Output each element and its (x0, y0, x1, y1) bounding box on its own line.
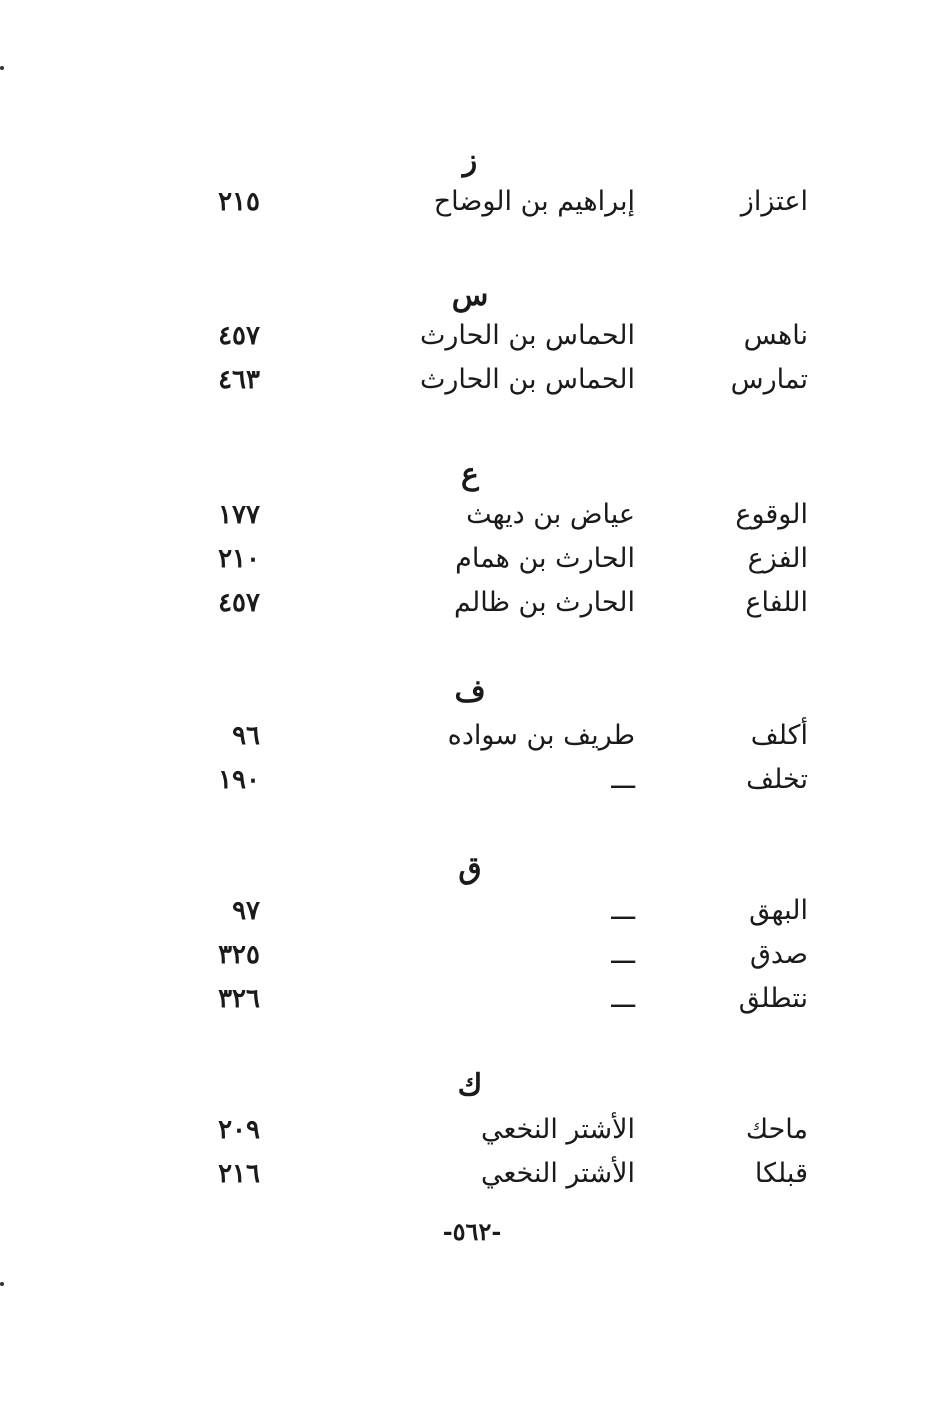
poet-name: الأشتر النخعي (481, 1114, 635, 1145)
section-letter: ك (457, 1068, 483, 1103)
rhyme-word: نتطلق (738, 983, 808, 1014)
rhyme-word: اللفاع (745, 587, 808, 618)
index-row (0, 314, 935, 358)
rhyme-word: الفزع (747, 543, 808, 574)
page-reference: ٣٢٦ (218, 984, 260, 1014)
section-letter: ع (461, 457, 479, 492)
page-reference: ٩٧ (232, 896, 260, 926)
poet-name: عياض بن ديهث (466, 499, 635, 530)
poet-name: إبراهيم بن الوضاح (433, 186, 635, 217)
index-row (0, 537, 935, 581)
poet-name: طريف بن سواده (447, 720, 635, 751)
poet-name: ـــ (611, 983, 635, 1014)
poet-name: ـــ (611, 939, 635, 970)
page-number: -٥٦٢- (442, 1217, 502, 1246)
index-row (0, 493, 935, 537)
index-row (0, 714, 935, 758)
scan-speck (0, 1282, 4, 1286)
poet-name: ـــ (611, 895, 635, 926)
page-reference: ٤٥٧ (218, 321, 260, 351)
poet-name: الحارث بن همام (455, 543, 635, 574)
rhyme-word: قبلكا (754, 1158, 808, 1189)
index-row (0, 889, 935, 933)
index-row (0, 1152, 935, 1196)
index-row (0, 581, 935, 625)
index-row (0, 758, 935, 802)
page-reference: ٤٦٣ (218, 365, 260, 395)
index-row (0, 977, 935, 1021)
rhyme-word: ماحك (745, 1114, 808, 1145)
poet-name: الحماس بن الحارث (419, 320, 635, 351)
index-row (0, 358, 935, 402)
rhyme-word: البهق (749, 895, 808, 926)
section-letter: ف (454, 674, 486, 709)
index-row (0, 933, 935, 977)
scan-speck (0, 66, 4, 70)
poet-name: الحارث بن ظالم (454, 587, 635, 618)
index-row (0, 1108, 935, 1152)
page-reference: ٢٠٩ (218, 1115, 260, 1145)
rhyme-word: أكلف (750, 720, 808, 751)
rhyme-word: اعتزاز (740, 186, 808, 217)
section-letter: س (451, 278, 489, 313)
section-letter: ز (462, 143, 478, 178)
page-reference: ٢١٥ (218, 187, 260, 217)
poet-name: الحماس بن الحارث (419, 364, 635, 395)
page-reference: ٢١٦ (218, 1159, 260, 1189)
page-reference: ٢١٠ (218, 544, 260, 574)
page-reference: ٩٦ (232, 721, 260, 751)
index-row (0, 180, 935, 224)
page-reference: ٤٥٧ (218, 588, 260, 618)
rhyme-word: تمارس (730, 364, 808, 395)
rhyme-word: تخلف (746, 764, 808, 795)
page-reference: ٣٢٥ (218, 940, 260, 970)
rhyme-word: صدق (749, 939, 808, 970)
rhyme-word: ناهس (743, 320, 808, 351)
section-letter: ق (458, 851, 482, 886)
poet-name: الأشتر النخعي (481, 1158, 635, 1189)
page-reference: ١٧٧ (218, 500, 260, 530)
poet-name: ـــ (611, 764, 635, 795)
rhyme-word: الوقوع (735, 499, 808, 530)
page-reference: ١٩٠ (218, 765, 260, 795)
